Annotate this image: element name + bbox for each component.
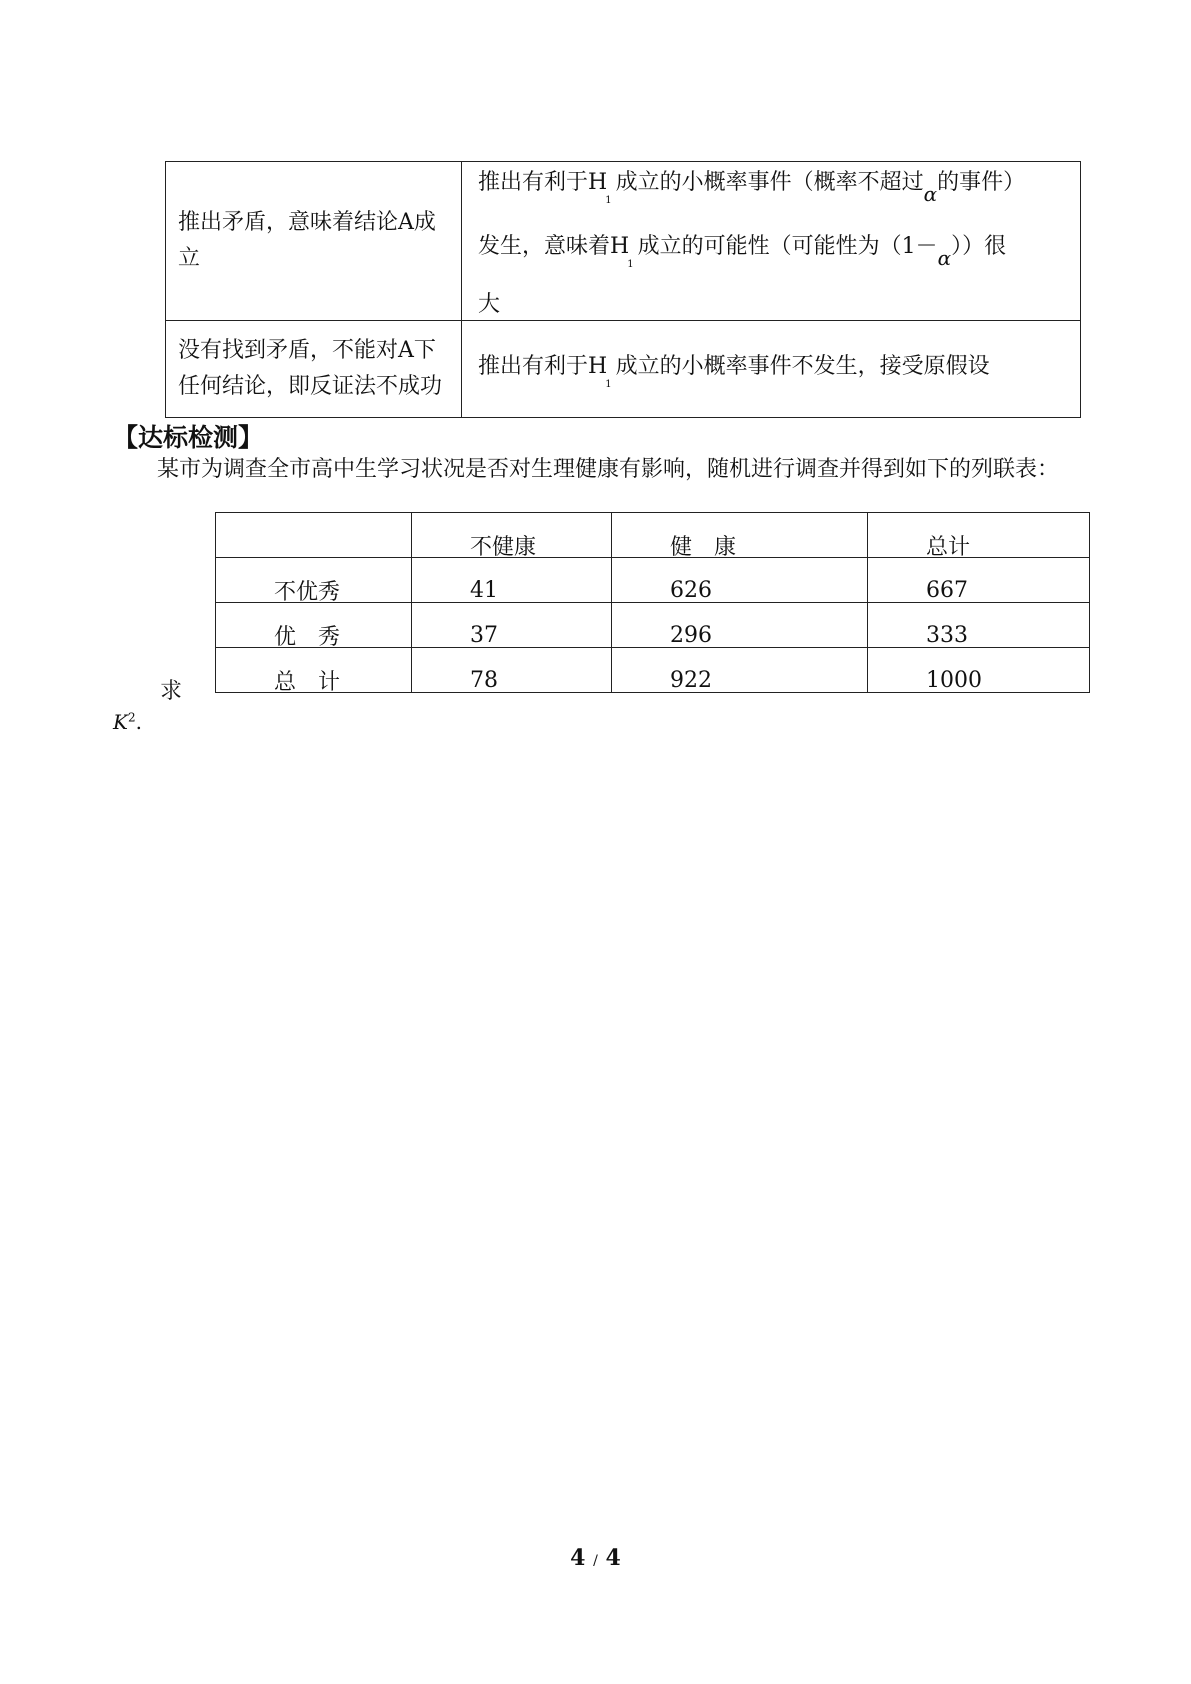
table-row [166, 162, 1081, 321]
table-row [166, 321, 1081, 418]
table-header: 不健康 [412, 513, 612, 558]
table-cell: 922 [612, 648, 868, 693]
table-cell: 667 [868, 558, 1090, 603]
table-cell: 1000 [868, 648, 1090, 693]
table-cell: 37 [412, 603, 612, 648]
table-cell: 78 [412, 648, 612, 693]
comparison-table [165, 161, 1081, 418]
question-prefix: 求 [160, 679, 183, 704]
explanation-cell: 推出有利于$H_1$成立的小概率事件不发生，接受原假设 [462, 321, 1081, 418]
row-label: 优 秀 [216, 603, 412, 648]
table-row [216, 558, 1090, 603]
problem-text: 某市为调查全市高中生学习状况是否对生理健康有影响，随机进行调查并得到如下的列联表： [157, 457, 1060, 482]
table-header: 健 康 [612, 513, 868, 558]
conclusion-cell: 没有找到矛盾，不能对A下任何结论，即反证法不成功 [166, 321, 462, 418]
section-heading: 【达标检测】 [113, 423, 264, 452]
table-header-row [216, 513, 1090, 558]
table-cell: 333 [868, 603, 1090, 648]
table-cell: 41 [412, 558, 612, 603]
table-cell: 296 [612, 603, 868, 648]
conclusion-cell: 推出矛盾，意味着结论A成立 [166, 162, 462, 321]
alpha-symbol: α [923, 182, 938, 206]
contingency-table [215, 512, 1090, 693]
row-label: 不优秀 [216, 558, 412, 603]
table-cell [216, 513, 412, 558]
table-header: 总计 [868, 513, 1090, 558]
explanation-cell: 推出有利于$H_1$成立的小概率事件（概率不超过α的事件） 发生，意味着$H_1$成立的可能性（可能性为（1－α））很 大 [462, 162, 1081, 321]
table-row [216, 603, 1090, 648]
question-formula: $K^2$. [113, 710, 142, 734]
alpha-symbol: α [937, 246, 952, 270]
row-label: 总 计 [216, 648, 412, 693]
page-indicator: 4 / 4 [570, 1545, 621, 1571]
table-row [216, 648, 1090, 693]
table-cell: 626 [612, 558, 868, 603]
